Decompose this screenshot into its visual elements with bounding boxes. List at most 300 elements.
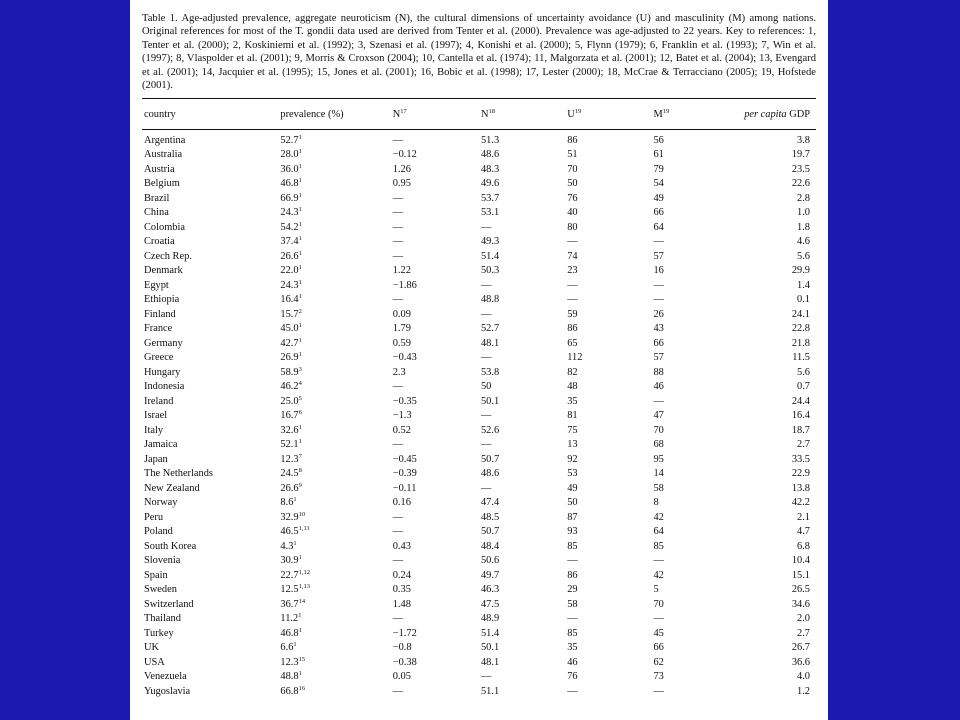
cell-country: Turkey — [144, 627, 174, 639]
cell-n17: −0.11 — [392, 482, 417, 494]
header-n18: $N^{18}$ — [481, 99, 567, 130]
cell-country: Poland — [144, 526, 173, 538]
cell-prevalence: 24.3$^1$ — [280, 278, 302, 291]
cell-n17: −0.39 — [392, 468, 417, 480]
cell-gdp: 4.6 — [797, 236, 810, 248]
cell-country: Germany — [144, 337, 183, 349]
cell-u: 82 — [567, 366, 578, 378]
cell-n18: 48.5 — [480, 511, 500, 523]
cell-country: Slovenia — [144, 555, 181, 567]
cell-reference: 3 — [298, 365, 302, 373]
cell-u: 74 — [567, 250, 578, 262]
cell-u: 50 — [567, 178, 578, 190]
cell-m: 95 — [653, 453, 664, 465]
cell-m: 85 — [653, 540, 664, 552]
cell-country: Australia — [144, 149, 183, 161]
cell-country: Switzerland — [144, 598, 194, 610]
cell-gdp: 33.5 — [791, 453, 810, 465]
table-row — [142, 641, 816, 656]
cell-m: 61 — [653, 149, 664, 161]
cell-m: 47 — [653, 410, 664, 422]
cell-gdp: 26.7 — [791, 642, 810, 654]
cell-u: — — [567, 613, 578, 625]
cell-reference: 1 — [293, 641, 297, 649]
header-n17: $N^{17}$ — [393, 99, 481, 130]
cell-country: South Korea — [144, 540, 197, 552]
cell-gdp: 3.8 — [797, 134, 810, 146]
cell-gdp: 4.7 — [797, 526, 810, 538]
cell-n18: 48.6 — [480, 468, 500, 480]
table-row — [142, 598, 816, 613]
cell-m: — — [653, 395, 664, 407]
cell-m: 46 — [653, 381, 664, 393]
cell-gdp: 5.6 — [797, 366, 810, 378]
table-row — [142, 467, 816, 482]
cell-reference: 1 — [298, 264, 302, 272]
cell-prevalence: 12.3$^{15}$ — [280, 655, 306, 668]
cell-gdp: 22.9 — [791, 468, 810, 480]
cell-m: 66 — [653, 337, 664, 349]
cell-m: — — [653, 294, 664, 306]
table-row — [142, 264, 816, 279]
cell-country: Indonesia — [144, 381, 185, 393]
cell-m: 45 — [653, 627, 664, 639]
cell-country: Argentina — [144, 134, 186, 146]
table-row — [142, 250, 816, 265]
table-row — [142, 148, 816, 163]
cell-prevalence: 26.6$^9$ — [280, 481, 302, 494]
cell-u: — — [567, 279, 578, 291]
cell-prevalence: 58.9$^3$ — [280, 365, 302, 378]
cell-n17: −0.43 — [392, 352, 417, 364]
cell-n18: 48.9 — [480, 613, 500, 625]
document-page — [130, 0, 828, 720]
cell-u: 86 — [567, 569, 578, 581]
cell-n18: — — [480, 410, 492, 422]
cell-country: Spain — [144, 569, 168, 581]
cell-country: Belgium — [144, 178, 180, 190]
cell-gdp: 0.1 — [797, 294, 810, 306]
cell-n18: 49.7 — [480, 569, 500, 581]
cell-u: 23 — [567, 265, 578, 277]
table-row — [142, 177, 816, 192]
cell-reference: 1 — [293, 496, 297, 504]
table-row — [142, 129, 816, 148]
cell-u: 51 — [567, 149, 578, 161]
cell-u: 53 — [567, 468, 578, 480]
cell-prevalence: 36.0$^1$ — [280, 162, 302, 175]
cell-reference: 1 — [298, 220, 302, 228]
cell-n17: — — [392, 381, 404, 393]
table-row — [142, 409, 816, 424]
cell-reference: 1 — [298, 177, 302, 185]
cell-reference: 1 — [298, 612, 302, 620]
table-row — [142, 583, 816, 598]
cell-m: 70 — [653, 424, 664, 436]
cell-m: 68 — [653, 439, 664, 451]
cell-reference: 9 — [298, 481, 302, 489]
cell-country: Egypt — [144, 279, 169, 291]
cell-country: USA — [144, 656, 165, 668]
cell-gdp: 2.7 — [797, 627, 810, 639]
cell-reference: 1 — [298, 554, 302, 562]
cell-prevalence: 22.7$^{1,12}$ — [280, 568, 310, 581]
cell-m: 57 — [653, 352, 664, 364]
cell-m: 42 — [653, 569, 664, 581]
cell-n17: 1.26 — [392, 163, 411, 175]
table-row — [142, 656, 816, 671]
cell-prevalence: 15.7$^2$ — [280, 307, 302, 320]
cell-gdp: 21.8 — [791, 337, 810, 349]
cell-u: 76 — [567, 671, 578, 683]
cell-prevalence: 24.3$^1$ — [280, 206, 302, 219]
cell-prevalence: 46.8$^1$ — [280, 626, 302, 639]
cell-n18: 51.4 — [480, 250, 500, 262]
table-row — [142, 279, 816, 294]
cell-n18: 49.3 — [480, 236, 500, 248]
cell-country: Venezuela — [144, 671, 187, 683]
cell-gdp: 2.7 — [797, 439, 810, 451]
cell-reference: 4 — [298, 380, 302, 388]
table-row — [142, 380, 816, 395]
cell-u: 13 — [567, 439, 578, 451]
cell-gdp: 22.8 — [791, 323, 810, 335]
cell-m: 62 — [653, 656, 664, 668]
cell-reference: 2 — [298, 307, 302, 315]
cell-gdp: 29.9 — [791, 265, 810, 277]
cell-m: 58 — [653, 482, 664, 494]
table-row — [142, 627, 816, 642]
cell-country: Finland — [144, 308, 176, 320]
cell-gdp: 18.7 — [791, 424, 810, 436]
cell-n18: 52.7 — [480, 323, 500, 335]
cell-prevalence: $8.6^1$ — [280, 496, 297, 509]
cell-n18: 48.3 — [480, 163, 500, 175]
cell-prevalence: 46.2$^4$ — [280, 380, 302, 393]
cell-u: 86 — [567, 323, 578, 335]
cell-prevalence: 12.5$^{1,13}$ — [280, 583, 310, 596]
cell-n18: 48.1 — [480, 656, 500, 668]
table-body — [142, 129, 816, 699]
cell-prevalence: 32.6$^1$ — [280, 423, 302, 436]
cell-n18: 50.1 — [480, 395, 500, 407]
cell-gdp: 42.2 — [791, 497, 810, 509]
cell-u: 92 — [567, 453, 578, 465]
cell-n17: −0.12 — [392, 149, 417, 161]
cell-u: 81 — [567, 410, 578, 422]
cell-prevalence: 66.9$^1$ — [280, 191, 302, 204]
cell-n18: 50.3 — [480, 265, 500, 277]
cell-reference: 1 — [293, 539, 297, 547]
cell-n17: — — [392, 192, 404, 204]
cell-reference: 1 — [298, 293, 302, 301]
cell-u: — — [567, 294, 578, 306]
cell-n18: — — [480, 308, 492, 320]
header-u19: $U^{19}$ — [567, 99, 653, 130]
cell-reference: 10 — [298, 510, 306, 518]
table-row — [142, 438, 816, 453]
cell-prevalence: 11.2$^1$ — [280, 612, 302, 625]
cell-n18: 51.4 — [480, 627, 500, 639]
cell-n17: 0.43 — [392, 540, 411, 552]
table-row — [142, 163, 816, 178]
table-row — [142, 308, 816, 323]
cell-gdp: 2.1 — [797, 511, 810, 523]
table-row — [142, 453, 816, 468]
cell-n18: — — [480, 671, 492, 683]
cell-country: Greece — [144, 352, 174, 364]
cell-n17: 0.24 — [392, 569, 411, 581]
cell-n17: 0.09 — [392, 308, 411, 320]
cell-reference: 1 — [298, 626, 302, 634]
cell-prevalence: 12.3$^7$ — [280, 452, 302, 465]
cell-n17: — — [392, 613, 404, 625]
cell-n17: — — [392, 511, 404, 523]
cell-reference: 1 — [298, 322, 302, 330]
cell-gdp: 4.0 — [797, 671, 810, 683]
cell-gdp: 10.4 — [791, 555, 810, 567]
cell-n18: 48.1 — [480, 337, 500, 349]
cell-country: Ireland — [144, 395, 174, 407]
header-gdp: per capita GDP — [730, 99, 816, 130]
cell-country: Colombia — [144, 221, 185, 233]
cell-country: Israel — [144, 410, 168, 422]
cell-prevalence: 46.8$^1$ — [280, 177, 302, 190]
cell-u: 49 — [567, 482, 578, 494]
table-row — [142, 366, 816, 381]
table-row — [142, 351, 816, 366]
cell-country: Italy — [144, 424, 164, 436]
cell-m: — — [653, 613, 664, 625]
cell-gdp: 1.2 — [797, 685, 810, 697]
cell-country: UK — [144, 642, 160, 654]
table-header-row — [142, 99, 816, 130]
cell-m: 66 — [653, 642, 664, 654]
cell-country: Yugoslavia — [144, 685, 191, 697]
cell-reference: 7 — [298, 452, 302, 460]
cell-country: New Zealand — [144, 482, 200, 494]
cell-n18: 53.1 — [480, 207, 500, 219]
cell-m: 73 — [653, 671, 664, 683]
cell-reference: 1 — [298, 235, 302, 243]
cell-country: Ethiopia — [144, 294, 180, 306]
cell-m: 54 — [653, 178, 664, 190]
cell-u: — — [567, 685, 578, 697]
cell-prevalence: 46.5$^{1,11}$ — [280, 525, 310, 538]
cell-prevalence: 26.9$^1$ — [280, 351, 302, 364]
cell-prevalence: 26.6$^1$ — [280, 249, 302, 262]
cell-u: 75 — [567, 424, 578, 436]
table-row — [142, 424, 816, 439]
table-row — [142, 685, 816, 700]
cell-gdp: 24.4 — [791, 395, 810, 407]
cell-prevalence: 54.2$^1$ — [280, 220, 302, 233]
cell-u: — — [567, 555, 578, 567]
cell-n17: — — [392, 685, 404, 697]
cell-n17: 0.35 — [392, 584, 411, 596]
cell-u: 59 — [567, 308, 578, 320]
cell-n18: 47.4 — [480, 497, 500, 509]
table-row — [142, 293, 816, 308]
cell-n18: 50.7 — [480, 526, 500, 538]
cell-gdp: 23.5 — [791, 163, 810, 175]
cell-n17: — — [392, 207, 404, 219]
cell-prevalence: 52.1$^1$ — [280, 438, 302, 451]
cell-u: 85 — [567, 627, 578, 639]
cell-reference: 8 — [298, 467, 302, 475]
cell-n17: 0.16 — [392, 497, 411, 509]
cell-gdp: 2.8 — [797, 192, 810, 204]
cell-n17: −1.86 — [392, 279, 417, 291]
cell-reference: 6 — [298, 409, 302, 417]
cell-prevalence: 22.0$^1$ — [280, 264, 302, 277]
table-row — [142, 192, 816, 207]
cell-reference: 1,13 — [298, 583, 310, 591]
cell-m: 79 — [653, 163, 664, 175]
cell-m: 64 — [653, 526, 664, 538]
table-row — [142, 482, 816, 497]
table-row — [142, 670, 816, 685]
cell-reference: 14 — [298, 597, 306, 605]
cell-reference: 1 — [298, 423, 302, 431]
cell-country: Sweden — [144, 584, 177, 596]
cell-gdp: 15.1 — [791, 569, 810, 581]
cell-u: 86 — [567, 134, 578, 146]
cell-u: 50 — [567, 497, 578, 509]
cell-n17: −0.38 — [392, 656, 417, 668]
cell-n17: −0.35 — [392, 395, 417, 407]
cell-n18: 49.6 — [480, 178, 500, 190]
cell-reference: 1 — [298, 206, 302, 214]
cell-m: 57 — [653, 250, 664, 262]
cell-u: 85 — [567, 540, 578, 552]
cell-prevalence: $4.3^1$ — [280, 539, 297, 552]
cell-country: Thailand — [144, 613, 181, 625]
cell-gdp: 1.0 — [797, 207, 810, 219]
cell-prevalence: 52.7$^1$ — [280, 133, 302, 146]
table-caption-text: Age-adjusted prevalence, aggregate neuroticism (N), the cultural dimensions of uncertainty avoidance (U) and masculinity (M) among nations. Original references for most of the T. gondii data used are derived from Tenter et al. (2000). Prevalence was age-adjusted to 22 years. Key to references: 1, Tenter et al. (2000); 2, Koskiniemi et al. (1992); 3, Szenasi et al. (1997); 4, Konishi et al. (2000); 5, Flynn (1979); 6, Franklin et al. (1993); 7, Win et al. (1997); 8, Vlaspolder et al. (2001); 9, Morris & Croxson (2004); 10, Cantella et al. (1974); 11, Malgorzata et al. (2001); 12, Batet et al. (2004); 13, Evengard et al. (2001); 14, Jacquier et al. (1995); 15, Jones et al. (2001); 16, Bobic et al. (1998); 17, Lester (2000); 18, McCrae & Terracciano (2005); 19, Hofstede (2001). — [142, 13, 816, 92]
cell-n18: 48.6 — [480, 149, 500, 161]
table-row — [142, 322, 816, 337]
cell-gdp: 13.8 — [791, 482, 810, 494]
cell-n18: — — [480, 221, 492, 233]
cell-reference: 1 — [298, 336, 302, 344]
cell-prevalence: 45.0$^1$ — [280, 322, 302, 335]
table-row — [142, 395, 816, 410]
cell-n18: 51.3 — [480, 134, 500, 146]
cell-n18: 53.8 — [480, 366, 500, 378]
cell-country: The Netherlands — [144, 468, 213, 480]
cell-m: 49 — [653, 192, 664, 204]
cell-u: 46 — [567, 656, 578, 668]
cell-u: — — [567, 236, 578, 248]
cell-n17: 1.48 — [392, 598, 411, 610]
cell-n18: 51.1 — [480, 685, 500, 697]
cell-country: Croatia — [144, 236, 175, 248]
cell-gdp: 22.6 — [791, 178, 810, 190]
cell-reference: 1 — [298, 438, 302, 446]
data-table — [142, 98, 816, 699]
cell-gdp: 5.6 — [797, 250, 810, 262]
cell-reference: 1,11 — [298, 525, 310, 533]
cell-prevalence: 66.8$^{16}$ — [280, 684, 306, 697]
cell-reference: 1,12 — [298, 568, 310, 576]
cell-n18: — — [480, 352, 492, 364]
cell-reference: 1 — [298, 148, 302, 156]
table-row — [142, 337, 816, 352]
cell-n18: — — [480, 439, 492, 451]
cell-n17: −1.3 — [392, 410, 412, 422]
cell-m: 16 — [653, 265, 664, 277]
cell-n18: — — [480, 279, 492, 291]
cell-m: — — [653, 685, 664, 697]
cell-country: Brazil — [144, 192, 170, 204]
cell-gdp: 2.0 — [797, 613, 810, 625]
cell-prevalence: 30.9$^1$ — [280, 554, 302, 567]
cell-reference: 1 — [298, 670, 302, 678]
table-row — [142, 511, 816, 526]
cell-reference: 1 — [298, 133, 302, 141]
cell-reference: 1 — [298, 191, 302, 199]
cell-n17: — — [392, 294, 404, 306]
cell-prevalence: 24.5$^8$ — [280, 467, 302, 480]
cell-gdp: 0.7 — [797, 381, 810, 393]
table-row — [142, 206, 816, 221]
cell-n18: 50.6 — [480, 555, 500, 567]
cell-country: Czech Rep. — [144, 250, 192, 262]
cell-country: Peru — [144, 511, 164, 523]
cell-n17: −0.45 — [392, 453, 417, 465]
table-caption — [142, 12, 816, 92]
cell-n18: 53.7 — [480, 192, 500, 204]
cell-m: 43 — [653, 323, 664, 335]
cell-m: 70 — [653, 598, 664, 610]
cell-prevalence: 16.7$^6$ — [280, 409, 302, 422]
cell-gdp: 26.5 — [791, 584, 810, 596]
cell-reference: 1 — [298, 249, 302, 257]
table-row — [142, 554, 816, 569]
table-row — [142, 496, 816, 511]
cell-n18: 52.6 — [480, 424, 500, 436]
cell-m: — — [653, 236, 664, 248]
cell-n18: 48.4 — [480, 540, 500, 552]
cell-m: 56 — [653, 134, 664, 146]
cell-n17: — — [392, 526, 404, 538]
cell-m: 42 — [653, 511, 664, 523]
table-row — [142, 612, 816, 627]
cell-n18: 50 — [480, 381, 492, 393]
cell-n18: 46.3 — [480, 584, 500, 596]
cell-n17: 1.79 — [392, 323, 411, 335]
cell-gdp: 1.4 — [797, 279, 810, 291]
cell-u: 112 — [567, 352, 583, 364]
cell-country: France — [144, 323, 173, 335]
cell-n17: 1.22 — [392, 265, 411, 277]
cell-m: 26 — [653, 308, 664, 320]
table-row — [142, 525, 816, 540]
cell-n17: — — [392, 250, 404, 262]
cell-country: Japan — [144, 453, 168, 465]
cell-n17: 0.05 — [392, 671, 411, 683]
cell-m: 14 — [653, 468, 664, 480]
cell-gdp: 36.6 — [791, 656, 810, 668]
table-row — [142, 540, 816, 555]
cell-country: Austria — [144, 163, 175, 175]
cell-u: 58 — [567, 598, 578, 610]
cell-prevalence: 25.0$^5$ — [280, 394, 302, 407]
cell-u: 70 — [567, 163, 578, 175]
cell-n17: — — [392, 555, 404, 567]
